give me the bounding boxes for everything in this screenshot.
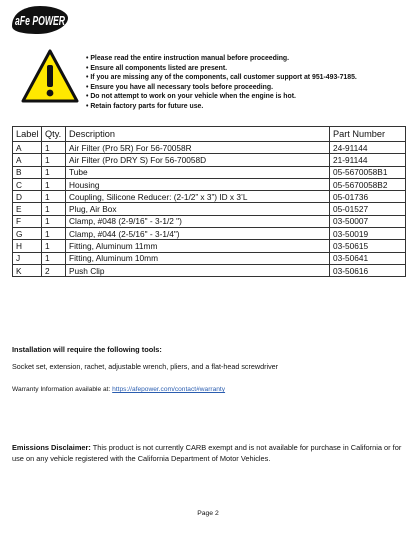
table-row [13, 264, 406, 276]
cell-qty: 1 [42, 203, 66, 215]
warranty-label: Warranty Information available at: [12, 386, 113, 393]
cell-qty: 1 [42, 191, 66, 203]
cell-description: Coupling, Silicone Reducer: (2-1/2” x 3”) ID x 3’L [66, 191, 330, 203]
note-item: • Ensure you have all necessary tools before proceeding. [86, 83, 408, 93]
note-item: • Do not attempt to work on your vehicle when the engine is hot. [86, 92, 408, 102]
cell-label: E [13, 203, 42, 215]
table-row [13, 228, 406, 240]
cell-description: Clamp, #044 (2-5/16" - 3-1/4") [66, 228, 330, 240]
emissions-title: Emissions Disclaimer: [12, 443, 91, 452]
cell-description: Air Filter (Pro 5R) For 56-70058R [66, 142, 330, 154]
cell-qty: 1 [42, 252, 66, 264]
parts-table [12, 126, 406, 277]
table-row [13, 154, 406, 166]
cell-description: Fitting, Aluminum 11mm [66, 240, 330, 252]
cell-description: Air Filter (Pro DRY S) For 56-70058D [66, 154, 330, 166]
cell-qty: 2 [42, 264, 66, 276]
cell-part: 05-5670058B2 [330, 178, 406, 190]
tools-list: Socket set, extension, rachet, adjustable wrench, pliers, and a flat-head screwdriver [12, 362, 279, 371]
warning-icon [20, 48, 80, 104]
cell-part: 21-91144 [330, 154, 406, 166]
cell-part: 05-01736 [330, 191, 406, 203]
note-item: • If you are missing any of the components, call customer support at 951-493-7185. [86, 73, 408, 83]
cell-part: 05-01527 [330, 203, 406, 215]
table-row [13, 166, 406, 178]
cell-label: C [13, 178, 42, 190]
instruction-notes [86, 54, 408, 112]
parts-table-body [13, 142, 406, 277]
cell-description: Housing [66, 178, 330, 190]
cell-qty: 1 [42, 178, 66, 190]
cell-part: 03-50641 [330, 252, 406, 264]
installation-heading: Installation will require the following tools: [12, 345, 162, 354]
header-label: Label [13, 127, 42, 142]
cell-part: 03-50616 [330, 264, 406, 276]
warranty-link[interactable]: https://afepower.com/contact#warranty [112, 386, 226, 393]
page-number: Page 2 [197, 510, 219, 517]
warranty-info [12, 386, 225, 393]
cell-description: Fitting, Aluminum 10mm [66, 252, 330, 264]
table-row [13, 191, 406, 203]
header-part-number: Part Number [330, 127, 406, 142]
cell-qty: 1 [42, 215, 66, 227]
cell-label: A [13, 142, 42, 154]
cell-label: K [13, 264, 42, 276]
cell-part: 03-50007 [330, 215, 406, 227]
cell-label: D [13, 191, 42, 203]
cell-label: A [13, 154, 42, 166]
cell-description: Tube [66, 166, 330, 178]
table-row [13, 215, 406, 227]
cell-label: B [13, 166, 42, 178]
note-item: • Ensure all components listed are present. [86, 64, 408, 74]
afe-power-logo [8, 4, 72, 38]
cell-qty: 1 [42, 154, 66, 166]
table-row [13, 142, 406, 154]
logo-text: aFe POWER [15, 13, 66, 28]
cell-qty: 1 [42, 142, 66, 154]
cell-label: H [13, 240, 42, 252]
cell-description: Plug, Air Box [66, 203, 330, 215]
cell-part: 03-50615 [330, 240, 406, 252]
table-row [13, 240, 406, 252]
cell-qty: 1 [42, 228, 66, 240]
table-row [13, 203, 406, 215]
cell-part: 05-5670058B1 [330, 166, 406, 178]
note-item: • Retain factory parts for future use. [86, 102, 408, 112]
note-item: • Please read the entire instruction manual before proceeding. [86, 54, 408, 64]
table-row [13, 178, 406, 190]
cell-part: 24-91144 [330, 142, 406, 154]
cell-label: J [13, 252, 42, 264]
emissions-disclaimer [12, 443, 408, 464]
header-description: Description [66, 127, 330, 142]
table-row [13, 252, 406, 264]
cell-qty: 1 [42, 240, 66, 252]
emissions-text: This product is not currently CARB exempt and is not available for purchase in California or for use on any vehicle registered with the California Department of Motor Vehicles. [12, 443, 402, 463]
cell-label: G [13, 228, 42, 240]
header-qty: Qty. [42, 127, 66, 142]
cell-part: 03-50019 [330, 228, 406, 240]
cell-label: F [13, 215, 42, 227]
cell-qty: 1 [42, 166, 66, 178]
table-header-row [13, 127, 406, 142]
cell-description: Push Clip [66, 264, 330, 276]
cell-description: Clamp, #048 (2-9/16" - 3-1/2 ") [66, 215, 330, 227]
